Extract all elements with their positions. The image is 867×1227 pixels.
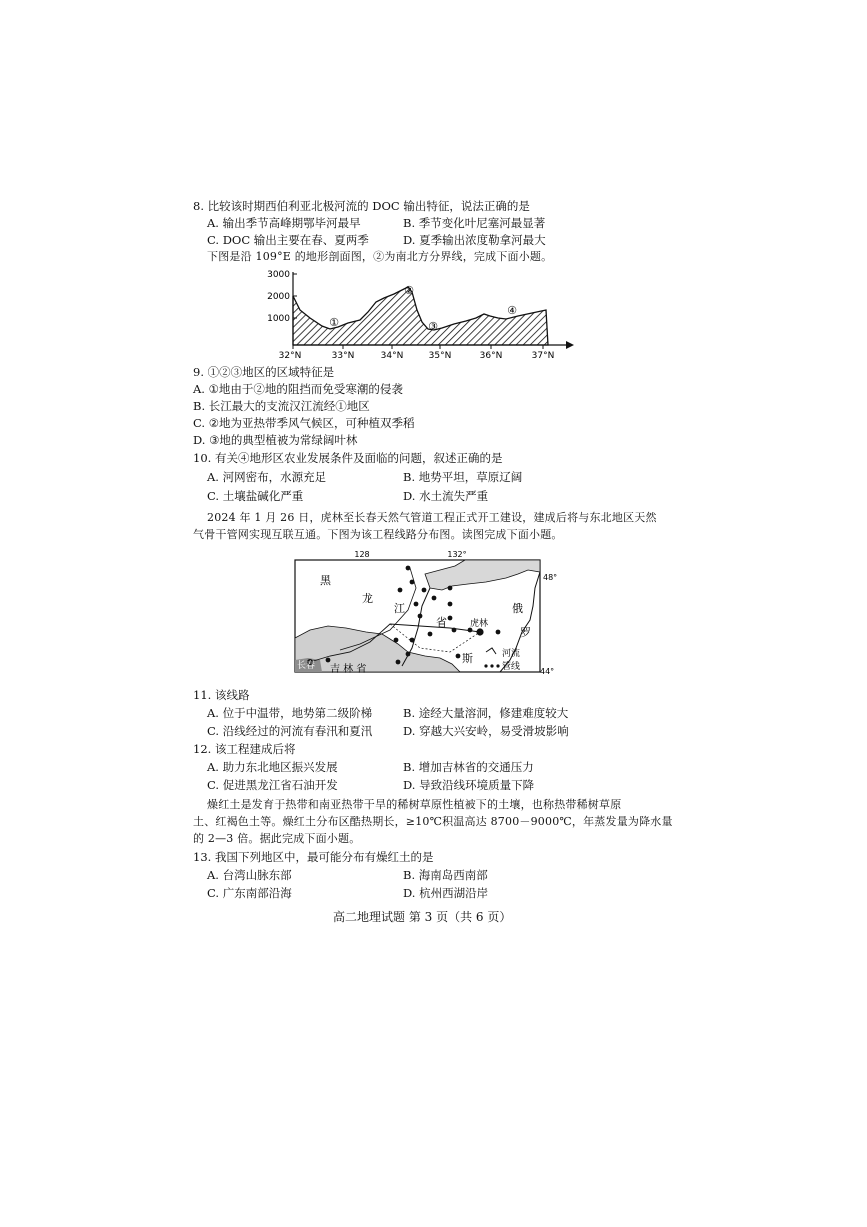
q8-option-b: B. 季节变化叶尼塞河最显著 <box>403 216 546 230</box>
q13-option-c: C. 广东南部沿海 <box>207 886 292 900</box>
y-tick-1000: 1000 <box>267 314 290 324</box>
marker-1: ① <box>329 316 339 329</box>
q9-option-b: B. 长江最大的支流汉江流经①地区 <box>193 399 370 413</box>
q12-stem: 12. 该工程建成后将 <box>193 742 296 756</box>
x-tick-35n: 35°N <box>428 351 452 361</box>
lon-label-132: 132° <box>447 550 467 559</box>
label-hulin: 虎林 <box>470 619 489 629</box>
terrain-profile-figure <box>262 266 582 362</box>
lat-label-44: 44° <box>540 667 555 676</box>
q11-option-c: C. 沿线经过的河流有春汛和夏汛 <box>207 724 373 738</box>
marker-2: ② <box>404 284 414 297</box>
q11-option-b: B. 途经大量溶洞，修建难度较大 <box>403 706 569 720</box>
x-tick-33n: 33°N <box>331 351 355 361</box>
x-tick-34n: 34°N <box>380 351 404 361</box>
label-e: 俄 <box>512 602 523 615</box>
q10-option-d: D. 水土流失严重 <box>403 489 489 503</box>
q8-option-c: C. DOC 输出主要在春、夏两季 <box>207 233 369 247</box>
x-tick-36n: 36°N <box>479 351 503 361</box>
label-long: 龙 <box>362 592 373 605</box>
soil-intro-line3: 的 2—3 倍。据此完成下面小题。 <box>193 832 361 845</box>
lat-label-48: 48° <box>543 573 558 582</box>
x-axis-arrow <box>566 341 574 349</box>
legend-river-label: 河流 <box>502 649 521 659</box>
pipeline-intro-line2: 气骨干管网实现互联互通。下图为该工程线路分布图。读图完成下面小题。 <box>193 528 563 541</box>
q12-option-d: D. 导致沿线环境质量下降 <box>403 778 535 792</box>
soil-intro-line2: 土、红褐色土等。燥红土分布区酷热期长，≥10℃积温高达 8700－9000℃，年蒸发量为降水量 <box>193 815 673 828</box>
q8-option-a: A. 输出季节高峰期鄂毕河最早 <box>207 216 361 230</box>
q10-option-b: B. 地势平坦，草原辽阔 <box>403 470 523 484</box>
x-tick-32n: 32°N <box>278 351 302 361</box>
q10-stem: 10. 有关④地形区农业发展条件及面临的问题，叙述正确的是 <box>193 451 503 465</box>
q8-option-d: D. 夏季输出浓度勒拿河最大 <box>403 233 546 247</box>
y-tick-3000: 3000 <box>267 270 290 280</box>
q9-option-c: C. ②地为亚热带季风气候区，可种植双季稻 <box>193 416 415 430</box>
y-tick-2000: 2000 <box>267 292 290 302</box>
marker-4: ④ <box>507 304 517 317</box>
label-hei: 黑 <box>320 574 331 587</box>
q10-option-a: A. 河网密布，水源充足 <box>207 470 327 484</box>
q12-option-c: C. 促进黑龙江省石油开发 <box>207 778 338 792</box>
q13-option-d: D. 杭州西湖沿岸 <box>403 886 489 900</box>
label-luo: 罗 <box>520 626 531 639</box>
x-tick-37n: 37°N <box>531 351 555 361</box>
q8-stem: 8. 比较该时期西伯利亚北极河流的 DOC 输出特征，说法正确的是 <box>193 199 530 213</box>
q11-option-a: A. 位于中温带，地势第二级阶梯 <box>207 706 373 720</box>
legend-pipeline-label: 管线 <box>502 662 521 672</box>
soil-intro-line1: 燥红土是发育于热带和南亚热带干旱的稀树草原性植被下的土壤，也称热带稀树草原 <box>207 798 622 811</box>
label-sheng: 省 <box>436 616 447 629</box>
q13-option-a: A. 台湾山脉东部 <box>207 868 292 882</box>
label-changchun: 长春 <box>297 661 316 671</box>
q9-option-d: D. ③地的典型植被为常绿阔叶林 <box>193 433 358 447</box>
marker-3: ③ <box>428 320 438 333</box>
q13-stem: 13. 我国下列地区中，最可能分布有燥红土的是 <box>193 850 434 864</box>
q12-option-b: B. 增加吉林省的交通压力 <box>403 760 534 774</box>
q11-option-d: D. 穿越大兴安岭，易受滑坡影响 <box>403 724 569 738</box>
q13-option-b: B. 海南岛西南部 <box>403 868 488 882</box>
label-jilin-province: 吉 林 省 <box>330 664 367 675</box>
q12-option-a: A. 助力东北地区振兴发展 <box>207 760 338 774</box>
pipeline-map-figure <box>290 548 570 680</box>
q11-stem: 11. 该线路 <box>193 688 250 702</box>
lon-label-128: 128 <box>354 550 370 559</box>
profile-intro: 下图是沿 109°E 的地形剖面图，②为南北方分界线，完成下面小题。 <box>207 250 553 263</box>
page-footer: 高二地理试题 第 3 页（共 6 页） <box>333 910 512 924</box>
label-jiang: 江 <box>394 602 405 615</box>
label-si: 斯 <box>462 652 473 665</box>
q9-stem: 9. ①②③地区的区域特征是 <box>193 365 335 379</box>
q9-option-a: A. ①地由于②地的阻挡而免受寒潮的侵袭 <box>193 382 403 396</box>
q10-option-c: C. 土壤盐碱化严重 <box>207 489 304 503</box>
pipeline-intro-line1: 2024 年 1 月 26 日，虎林至长春天然气管道工程正式开工建设，建成后将与东北地区天然 <box>207 511 657 524</box>
